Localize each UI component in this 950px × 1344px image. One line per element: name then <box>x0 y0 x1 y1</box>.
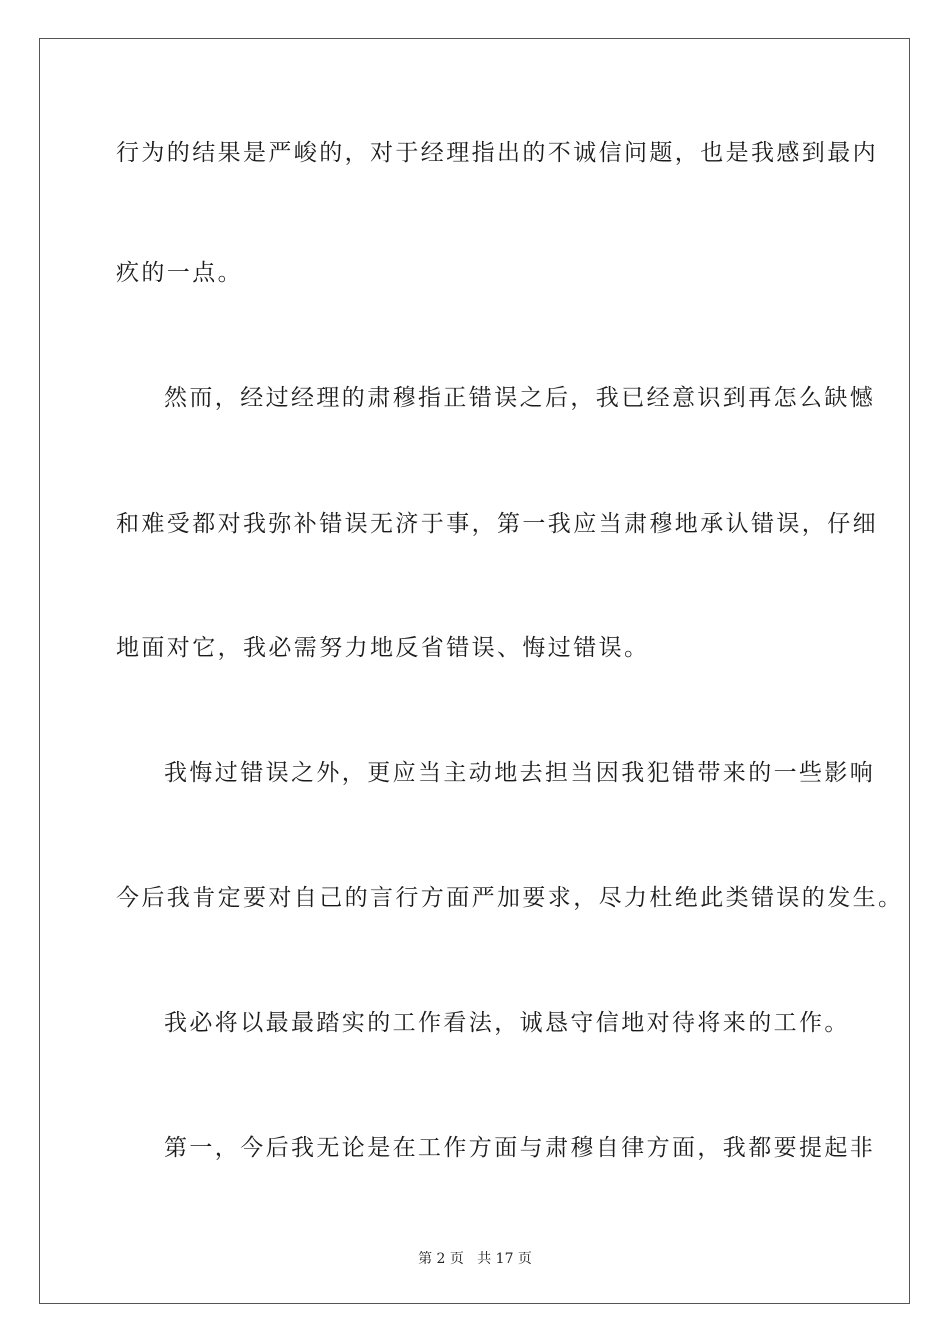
text-line-3: 然而，经过经理的肃穆指正错误之后，我已经意识到再怎么缺憾 <box>164 385 876 411</box>
text-line-9: 第一，今后我无论是在工作方面与肃穆自律方面，我都要提起非 <box>164 1135 876 1161</box>
text-line-8: 我必将以最最踏实的工作看法，诚恳守信地对待将来的工作。 <box>164 1010 850 1036</box>
text-line-5: 地面对它，我必需努力地反省错误、悔过错误。 <box>116 635 650 661</box>
page-border <box>39 38 910 1304</box>
text-line-1: 行为的结果是严峻的，对于经理指出的不诚信问题，也是我感到最内 <box>116 140 878 166</box>
text-line-6: 我悔过错误之外，更应当主动地去担当因我犯错带来的一些影响 <box>164 760 876 786</box>
page-number-footer: 第 2 页 共 17 页 <box>418 1251 532 1267</box>
text-line-2: 疚的一点。 <box>116 260 243 286</box>
text-line-4: 和难受都对我弥补错误无济于事，第一我应当肃穆地承认错误，仔细 <box>116 511 878 537</box>
text-line-7: 今后我肯定要对自己的言行方面严加要求，尽力杜绝此类错误的发生。 <box>116 885 904 911</box>
